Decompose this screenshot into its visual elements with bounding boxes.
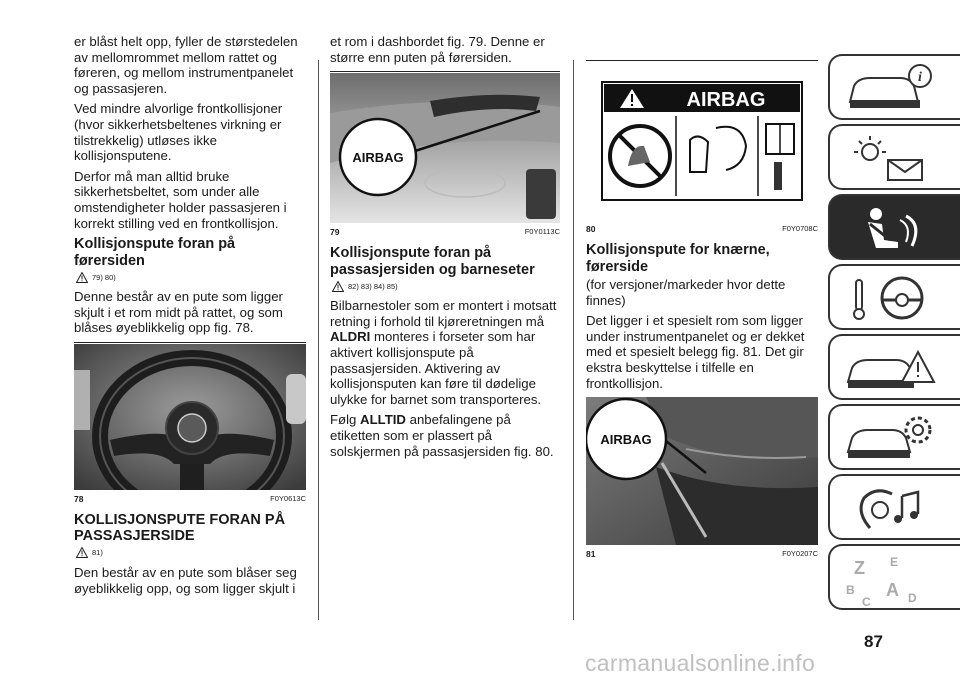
column-divider (318, 60, 319, 620)
figure-80 (586, 60, 818, 220)
warning-numbers: 81) (92, 548, 103, 558)
page-number: 87 (864, 632, 883, 651)
warning-reference (332, 280, 560, 292)
paragraph: Følg ALLTID anbefalingene på etiketten som er plassert på solskjermen på passasjersiden fig. 80. (330, 412, 554, 459)
tab-emergency[interactable] (828, 334, 960, 400)
figure-78 (74, 342, 306, 490)
svg-text:B: B (846, 583, 855, 597)
svg-text:Z: Z (854, 558, 865, 578)
emphasis-alltid: ALLTID (360, 412, 406, 428)
airbag-label: AIRBAG (352, 150, 404, 166)
tab-maintenance[interactable] (828, 404, 960, 470)
tab-multimedia[interactable] (828, 474, 960, 540)
paragraph: Denne består av en pute som ligger skjult i et rom midt på rattet, og som blåses øyeblikkelig opp fig. 78. (74, 289, 283, 336)
tab-safety[interactable] (828, 194, 960, 260)
column-1 (74, 34, 306, 601)
car-warning-icon (840, 342, 940, 394)
paragraph: Bilbarnestoler som er montert i motsatt retning i forhold til kjøreretningen må ALDRI monteres i forseter som har aktivert kollisjonspute på passasjersiden. Aktivering av kollisjonsputen kan føre til dødelige ulykke for barnet som transporteres. (330, 298, 557, 407)
paragraph: Derfor må man alltid bruke sikkerhetsbeltet, som under alle omstendigheter holder passasjeren i korrekt stilling ved en frontkollisjon. (74, 168, 287, 231)
section-heading: Kollisjonspute foran på passasjersiden og barneseter (330, 245, 535, 278)
watermark: carmanualsonline.info (585, 650, 816, 676)
warning-triangle-icon (332, 281, 344, 292)
figure-code: F0Y0207C (782, 549, 818, 559)
paragraph: Det ligger i et spesielt rom som ligger under instrumentpanelet og er dekket med et spesielt belegg fig. 81. Det gir ekstra beskyttelse i tilfelle en frontkollisjon. (586, 313, 805, 391)
tab-index[interactable] (828, 544, 960, 610)
section-heading: Kollisjonspute for knærne, førerside (586, 242, 770, 275)
warning-numbers: 79) 80) (92, 272, 116, 282)
dashboard-lights-icon (840, 132, 940, 184)
figure-caption (330, 227, 560, 237)
seat-airbag-icon (840, 202, 940, 254)
paragraph: er blåst helt opp, fyller de størstedelen av mellomrommet mellom rattet og føreren, og mellom instrumentpanelet og passasjeren. (74, 34, 298, 96)
figure-caption (586, 549, 818, 559)
column-3 (586, 34, 818, 567)
svg-text:C: C (862, 595, 871, 608)
paragraph: (for versjoner/markeder hvor dette finnes) (586, 277, 786, 308)
figure-number: 80 (586, 224, 596, 234)
warning-triangle-icon (76, 547, 88, 558)
warning-reference (76, 271, 306, 283)
tab-dashboard[interactable] (828, 124, 960, 190)
dashboard-airbag-photo (330, 73, 560, 223)
tab-car-info[interactable] (828, 54, 960, 120)
index-icon (840, 552, 940, 608)
column-divider (573, 60, 574, 620)
figure-code: F0Y0708C (782, 224, 818, 233)
svg-text:D: D (908, 591, 917, 605)
airbag-warning-label (586, 62, 818, 220)
section-heading: KOLLISJONSPUTE FORAN PÅ PASSASJERSIDE (74, 511, 286, 545)
tab-starting-driving[interactable] (828, 264, 960, 330)
warning-numbers: 82) 83) 84) 85) (348, 281, 398, 291)
svg-text:A: A (886, 580, 899, 600)
paragraph: Den består av en pute som blåser seg øyeblikkelig opp, og som ligger skjult i (74, 564, 297, 596)
paragraph: Ved mindre alvorlige frontkollisjoner (hvor sikkerhetsbeltenes virkning er tilstrekkelig) utløses ikke kollisjonsputene. (74, 101, 283, 164)
multimedia-icon (840, 482, 940, 534)
car-info-icon (840, 62, 940, 114)
figure-81 (586, 397, 818, 545)
warning-triangle-icon (76, 272, 88, 283)
figure-79 (330, 71, 560, 223)
steering-wheel-icon (840, 272, 940, 324)
figure-number: 78 (74, 493, 84, 504)
figure-code: F0Y0613C (270, 493, 306, 503)
svg-text:E: E (890, 555, 899, 569)
figure-number: 79 (330, 227, 340, 238)
emphasis-aldri: ALDRI (330, 329, 371, 345)
steering-wheel-photo (74, 344, 306, 490)
airbag-label: AIRBAG (600, 432, 652, 448)
warning-reference (76, 547, 306, 559)
section-heading: Kollisjonspute foran på førersiden (74, 236, 236, 269)
airbag-label: AIRBAG (686, 89, 766, 111)
svg-text:i: i (918, 70, 922, 85)
figure-caption (586, 224, 818, 234)
car-maintenance-icon (840, 412, 940, 464)
figure-number: 81 (586, 549, 596, 560)
knee-airbag-photo (586, 397, 818, 545)
figure-code: F0Y0113C (524, 227, 560, 237)
column-2 (330, 34, 560, 464)
figure-caption (74, 494, 306, 504)
paragraph: et rom i dashbordet fig. 79. Denne er større enn puten på førersiden. (330, 34, 545, 65)
